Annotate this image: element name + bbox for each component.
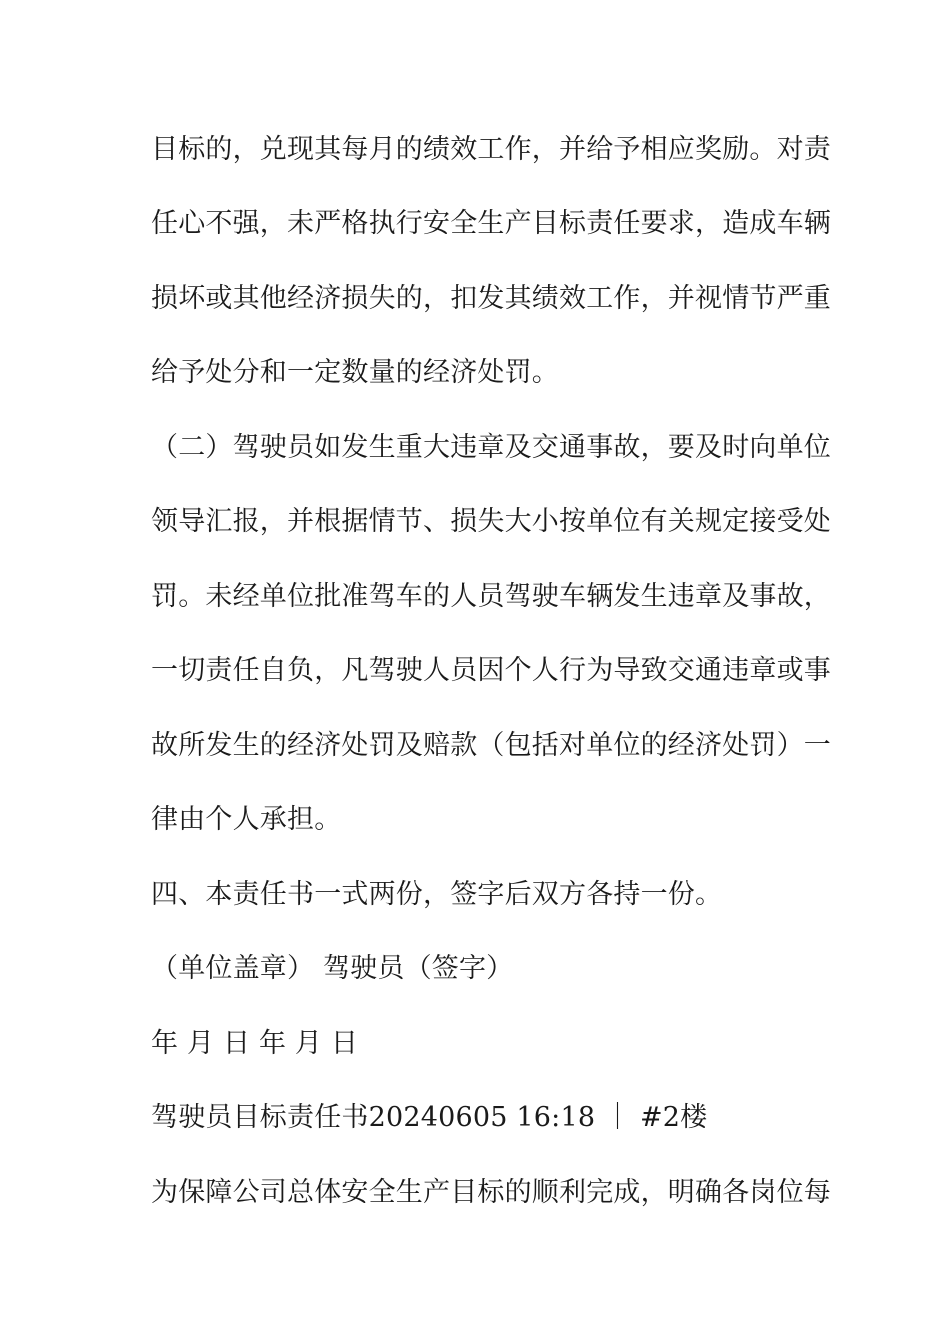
paragraph-line-9: 故所发生的经济处罚及赔款（包括对单位的经济处罚）一: [151, 730, 831, 761]
paragraph-line-8: 一切责任自负，凡驾驶人员因个人行为导致交通违章或事: [151, 655, 831, 686]
paragraph-line-2: 任心不强，未严格执行安全生产目标责任要求，造成车辆: [151, 208, 831, 239]
post-header-line: 驾驶员目标责任书20240605 16:18 ｜ #2楼: [151, 1102, 708, 1133]
paragraph-line-4: 给予处分和一定数量的经济处罚。: [151, 357, 559, 388]
paragraph-line-1: 目标的，兑现其每月的绩效工作，并给予相应奖励。对责: [151, 134, 831, 165]
date-line: 年 月 日 年 月 日: [151, 1028, 359, 1059]
clause-four-line: 四、本责任书一式两份，签字后双方各持一份。: [151, 879, 723, 910]
signature-line: （单位盖章） 驾驶员（签字）: [151, 953, 514, 984]
paragraph-line-10: 律由个人承担。: [151, 804, 342, 835]
paragraph-line-6: 领导汇报，并根据情节、损失大小按单位有关规定接受处: [151, 506, 831, 537]
paragraph-line-5: （二）驾驶员如发生重大违章及交通事故，要及时向单位: [151, 432, 831, 463]
paragraph-line-3: 损坏或其他经济损失的，扣发其绩效工作，并视情节严重: [151, 283, 831, 314]
paragraph-line-7: 罚。未经单位批准驾车的人员驾驶车辆发生违章及事故，: [151, 581, 831, 612]
paragraph-line-15: 为保障公司总体安全生产目标的顺利完成，明确各岗位每: [151, 1177, 831, 1208]
